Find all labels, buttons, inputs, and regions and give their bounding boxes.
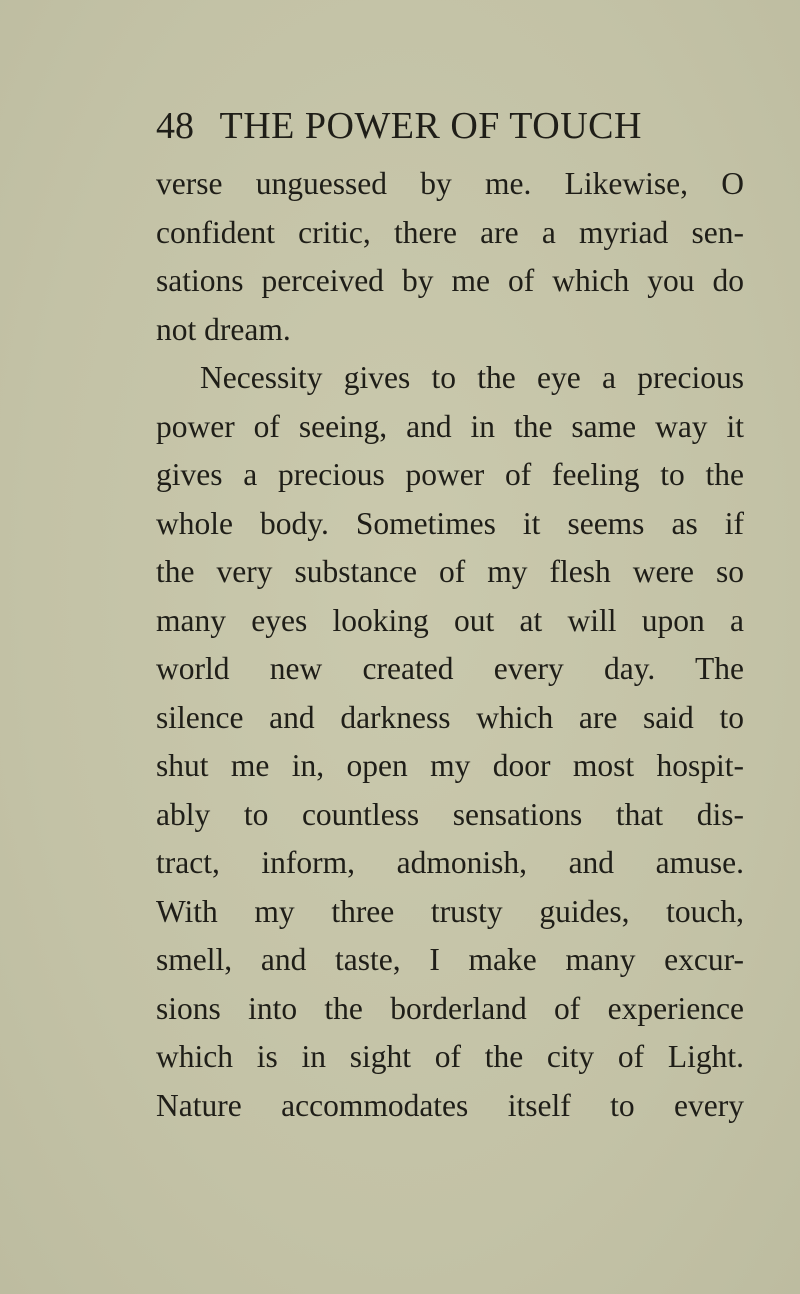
- text-line: shut me in, open my door most hospit-: [156, 748, 744, 783]
- text-line: Necessity gives to the eye a precious: [200, 360, 744, 395]
- text-line: power of seeing, and in the same way it: [156, 408, 744, 444]
- text-line: sions into the borderland of experience: [156, 990, 744, 1026]
- page-number: 48: [156, 105, 194, 147]
- text-line: whole body. Sometimes it seems as if: [156, 505, 744, 541]
- text-line: tract, inform, admonish, and amuse.: [156, 845, 744, 880]
- text-line: confident critic, there are a myriad sen-: [156, 214, 744, 250]
- text-line: the very substance of my flesh were so: [156, 554, 744, 589]
- text-line: Nature accommodates itself to every: [156, 1087, 744, 1123]
- text-line: world new created every day. The: [156, 651, 744, 686]
- text-line: many eyes looking out at will upon a: [156, 602, 744, 638]
- body-text: [156, 160, 744, 1130]
- running-title: THE POWER OF TOUCH: [219, 105, 642, 147]
- text-line: sations perceived by me of which you do: [156, 263, 744, 298]
- page-header: [156, 103, 716, 149]
- text-line: smell, and taste, I make many excur-: [156, 942, 744, 977]
- text-line: silence and darkness which are said to: [156, 699, 744, 735]
- text-line: ably to countless sensations that dis-: [156, 796, 744, 832]
- text-line: With my three trusty guides, touch,: [156, 893, 744, 929]
- text-line: verse unguessed by me. Likewise, O: [156, 166, 744, 201]
- text-line: which is in sight of the city of Light.: [156, 1039, 744, 1074]
- text-line: gives a precious power of feeling to the: [156, 457, 744, 492]
- text-line: not dream.: [156, 311, 291, 347]
